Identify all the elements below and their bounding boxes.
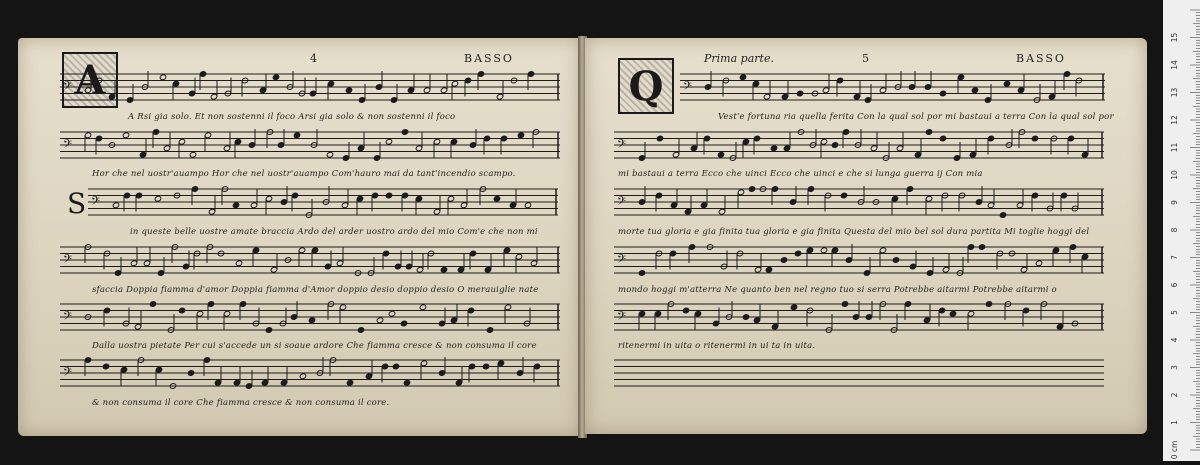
note-head	[841, 301, 848, 308]
clef-glyph: 𝄢	[617, 138, 627, 154]
note-head	[102, 363, 109, 370]
staff-left-2	[60, 128, 560, 164]
note-head	[299, 373, 306, 380]
lyric-right-4: mondo hoggi m'atterra Ne quanto ben nel regno tuo si serra Potrebbe aitarmi Potrebbe aitarmi o	[618, 285, 1057, 295]
decorated-initial-q: Q	[618, 58, 674, 114]
note-head	[892, 257, 899, 264]
note-head	[985, 301, 992, 308]
clef-glyph: 𝄢	[617, 310, 627, 326]
note-head	[482, 363, 489, 370]
note-head	[656, 135, 663, 142]
lyric-right-2: mi bastaui a terra Ecco che uinci Ecco che uinci e che si lunga guerra ij Con mia	[618, 169, 983, 179]
note-head	[112, 202, 119, 209]
note-head	[831, 142, 838, 149]
note-head	[187, 370, 194, 377]
lyric-right-3: morte tua gloria e gia finita tua gloria e gia finita Questa del mio bel sol dura partita Mi toglie hoggi del	[618, 227, 1090, 237]
note-head	[780, 257, 787, 264]
clef-glyph: 𝄢	[63, 310, 73, 326]
note-head	[345, 87, 352, 94]
lyric-left-1: A Rsi gia solo. Et non sostenni il foco Arsi gia solo & non sostenni il foco	[128, 112, 456, 122]
ruler-label: 0 cm	[1170, 440, 1179, 460]
note-head	[122, 132, 129, 139]
right-page-number: 5	[862, 52, 871, 65]
lyric-right-1: Vest'e fortuna ria quella ferita Con la qual sol por mi bastaui a terra Con la qual sol por	[718, 112, 1114, 122]
staff-left-6	[60, 356, 560, 392]
ruler-label: 3	[1170, 365, 1179, 370]
note-head	[419, 304, 426, 311]
note-head	[178, 307, 185, 314]
lyric-left-5: Dalla uostra pietate Per cui s'accede un si soaue ardore Che fiamma cresce & non consuma il core	[92, 341, 537, 351]
ruler-label: 10	[1170, 170, 1179, 180]
note-head	[388, 310, 395, 317]
lyric-right-5: ritenermi in uita o ritenermi in ui ta in uita.	[618, 341, 816, 351]
note-head	[517, 132, 524, 139]
clef-glyph: 𝄢	[683, 80, 693, 96]
clef-glyph: 𝄢	[617, 195, 627, 211]
ruler-label: 4	[1170, 337, 1179, 343]
note-head	[682, 307, 689, 314]
note-head	[794, 250, 801, 257]
note-head	[1003, 80, 1010, 87]
note-head	[939, 135, 946, 142]
note-head	[1031, 135, 1038, 142]
staff-left-4	[60, 243, 560, 279]
note-head	[149, 301, 156, 308]
note-head	[385, 138, 392, 145]
note-head	[189, 151, 196, 158]
ruler-label: 9	[1170, 200, 1179, 205]
decorated-initial-a: A	[62, 52, 118, 108]
note-head	[949, 310, 956, 317]
note-head	[403, 379, 410, 386]
left-voice-label: BASSO	[464, 52, 514, 65]
note-head	[357, 327, 364, 334]
note-head	[1035, 260, 1042, 267]
note-head	[392, 363, 399, 370]
note-head	[742, 314, 749, 321]
clef-glyph: 𝄢	[63, 138, 73, 154]
ruler-label: 8	[1170, 227, 1179, 233]
left-page-number: 4	[310, 52, 319, 65]
note-head	[999, 212, 1006, 219]
note-head	[796, 90, 803, 97]
staff-right-3	[614, 185, 1104, 221]
ruler-label: 14	[1170, 60, 1179, 70]
ruler-label: 5	[1170, 310, 1179, 315]
ruler-label: 12	[1170, 115, 1179, 125]
note-head	[770, 145, 777, 152]
ruler-label: 13	[1170, 87, 1179, 98]
staff-left-3	[88, 185, 558, 221]
staff-right-4	[614, 243, 1104, 279]
note-head	[308, 317, 315, 324]
right-voice-label: BASSO	[1016, 52, 1066, 65]
ruler-label: 11	[1170, 142, 1179, 153]
ruler-label: 7	[1170, 255, 1179, 260]
note-head	[717, 151, 724, 158]
clef-glyph: 𝄢	[63, 253, 73, 269]
note-head	[524, 202, 531, 209]
clef-glyph: 𝄢	[63, 80, 73, 96]
clef-glyph: 𝄢	[617, 253, 627, 269]
ruler-label: 1	[1170, 420, 1179, 425]
note-head	[820, 247, 827, 254]
note-head	[925, 129, 932, 136]
staff-right-2	[614, 128, 1104, 164]
note-head	[638, 270, 645, 277]
note-head	[840, 192, 847, 199]
note-head	[739, 74, 746, 81]
note-head	[235, 260, 242, 267]
note-head	[400, 320, 407, 327]
clef-glyph: 𝄢	[91, 195, 101, 211]
ruler-ticks	[1163, 0, 1200, 461]
lyric-left-6: & non consuma il core Che fiamma cresce & non consuma il core.	[92, 398, 390, 408]
note-head	[971, 87, 978, 94]
lyric-left-2: Hor che nel uostr'auampo Hor che nel uostr'auampo Com'hauro mai da tant'incendio scampo.	[92, 169, 516, 179]
part-label: Prima parte.	[704, 52, 774, 65]
note-head	[293, 132, 300, 139]
lyric-left-3: in queste belle uostre amate braccia Ardo del arder uostro ardo del mio Com'e che non mi	[130, 227, 538, 237]
note-head	[385, 192, 392, 199]
note-head	[265, 327, 272, 334]
note-head	[346, 379, 353, 386]
ruler-label: 2	[1170, 392, 1179, 398]
note-head	[401, 129, 408, 136]
note-head	[765, 266, 772, 273]
measurement-ruler	[1163, 0, 1200, 461]
note-head	[748, 186, 755, 193]
note-head	[154, 195, 161, 202]
staff-right-5	[614, 300, 1104, 336]
note-head	[939, 90, 946, 97]
note-head	[326, 151, 333, 158]
note-head	[790, 304, 797, 311]
lyric-left-4: sfaccia Doppia fiamma d'amor Doppia fiamma d'Amor doppio desio doppio desio O merauiglie nate	[92, 285, 539, 295]
staff-right-6-empty	[614, 356, 1104, 392]
initial-s: S	[67, 187, 87, 220]
note-head	[376, 317, 383, 324]
note-head	[978, 244, 985, 251]
note-head	[159, 74, 166, 81]
staff-right-1	[680, 70, 1105, 106]
staff-left-1	[60, 70, 560, 106]
ruler-label: 6	[1170, 282, 1179, 288]
ruler-label: 15	[1170, 32, 1179, 43]
note-head	[232, 202, 239, 209]
note-head	[440, 266, 447, 273]
staff-left-5	[60, 300, 560, 336]
note-head	[486, 327, 493, 334]
note-head	[272, 74, 279, 81]
clef-glyph: 𝄢	[63, 366, 73, 382]
note-head	[493, 195, 500, 202]
